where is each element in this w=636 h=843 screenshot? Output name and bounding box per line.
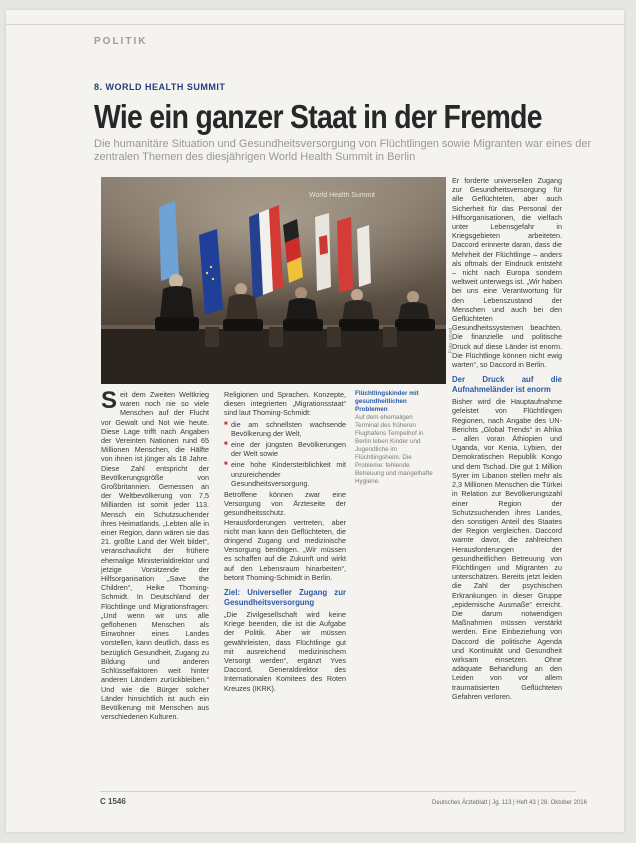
column-4-body: Bisher wird die Hauptaufnahme geleistet von Flüchtlingen Regionen, nach Angabe des UN-Berichts „Global Trends“ in Afrika – allen voran Äthiopien und Uganda, vor Kenia, Lybien, der Demokratischen Republik Kongo und dem Tschad. Die gut 1 Million Syrer im Libanon stellen mehr als 2,3 Millionen Menschen die Türkei in Relation zur Bevölkerungszahl einer Region der Schutzsuchenden ihres Landes, den sonstigen Anteil des Staates der Region vergleichen. Daccord warnte davor, die zahlreichen Herausforderungen der gesundheitlichen Betreuung von Flüchtlingen und Migranten zu unterschätzen. Bereits jetzt leiden die Zahl der psychischen Erkrankungen in dieser Gruppe „epidemische Ausmaße“ erreicht. Die darum notwendigen Maßnahmen müssen verstärkt werden. Eine Einbeziehung von Daccord die politische Agenda und Kontinuität und Gesundheit wirksam einsetzen. Ohne adäquate Behandlung an den Leiden von vor allem traumatisierten Geflüchteten Gefahren verloren. xyxy=(452,397,562,701)
column-2-intro: Religionen und Sprachen. Konzepte, diesen integrierten „Migrationsstaat“ sind laut Thoming-Schmidt: xyxy=(224,390,346,418)
section-label: POLITIK xyxy=(94,36,148,47)
column-1-text: eit dem Zweiten Weltkrieg waren noch nie so viele Menschen auf der Flucht vor Gewalt und Not wie heute. Diese Lage trifft nach Angaben der Vereinten Nationen rund 65 Millionen Menschen, die Hälfte von ihnen ist jünger als 18 Jahre. Diese Zahl entspricht der Bevölkerungsgröße von Großbritannien. Gemessen an der Weltbevölkerung von 7,5 Milliarden ist somit jeder 113. Mensch ein Schutzsuchender ihres Heimatlands. „Lebten alle in einer Region, dann wären sie das 21. größte Land der Welt bildet“, veranschaulicht der frühere ehemalige Ministerialdirektor und jetzige Vorsitzende der Hilfsorganisation „Save the Children“, Heike Thoming-Schmidt. In Deutschland der Flüchtlinge und Migrationsfragen: „Und wenn wir uns alle geflohenen Menschen als Einwohner eines Landes vorstellen, kann deutlich, dass es bezüglich Gesundheit, Zugang zu Bildung und anderen Schlüsselfaktoren weit hinter anderen Ländern zurückbleiben.“ Und wie die Bürger solcher Länder hinsichtlich ist auch ein Bevölkerung mit Menschen aus verschiedenen Kulturen. xyxy=(101,390,209,722)
article-kicker: 8. WORLD HEALTH SUMMIT xyxy=(94,82,226,92)
publication-info: Deutsches Ärzteblatt | Jg. 113 | Heft 43 | 28. Oktober 2016 xyxy=(432,800,587,806)
column-2-body: Betroffene können zwar eine Versorgung von Ärzteseite der gesundheitsschutz. Herausforderungen vertreten, aber nicht man kann den Geflüchteten, die dringend Zugang und medizinische Versorgung benötigen. „Wir müssen es schaffen auf die Zukunft und wirkt auf den Lebensraum hinarbeiten“, betont Thoming-Schmidt in Berlin. xyxy=(224,490,346,582)
text-column-1 xyxy=(101,387,209,722)
stage-banner: World Health Summit xyxy=(309,192,376,199)
column-2-quote: „Die Zivilgesellschaft wird keine Kriege beenden, die ist die Aufgabe der Politik. Aber wir müssen gewährleisten, dass Flüchtlinge gut mit ausreichend medizinischem Versorgt werden“, ergänzt Yves Daccord, Generaldirektor des Internationalen Komitees des Roten Kreuzes (IKRK). xyxy=(224,610,346,693)
column-4-text: Er forderte universellen Zugang zur Gesundheitsversorgung für alle Geflüchteten, aber auch Sicherheit für das Personal der Hilfsorganisationen, die vielfach unter Lebensgefahr in Kriegsgebieten arbeiteten. Daccord erinnerte daran, dass die Mehrheit der Flüchtlinge – anders als oftmals der Eindruck entsteht – nicht nach Europa sondern weltweit unterwegs ist. „Wir haben bei uns eine Verantwortung für den Lebenszustand der Menschen und auch bei den Geflüchteten Gesundheitssystemen beachten. Die finanzielle und politische Druck auf diese Länder ist enorm. Die Flüchtlinge können nicht ewig warten“, so Daccord in Berlin. xyxy=(452,176,562,370)
bullet-item: ■ eine hohe Kindersterblichkeit mit unzureichender Gesundheitsversorgung. xyxy=(224,460,346,488)
dropcap: S xyxy=(101,387,118,414)
article-headline: Wie ein ganzer Staat in der Fremde xyxy=(94,98,542,135)
caption-text: Auf dem ehemaligen Terminal des früheren Flughafens Tempelhof in Berlin leben Kinder und Jugendliche im Flüchtlingsheim. Die Probleme: fehlende Betreuung und mangelhafte Hygiene. xyxy=(355,414,433,485)
article-photo xyxy=(101,177,446,384)
article-lead: Die humanitäre Situation und Gesundheitsversorgung von Flüchtlingen sowie Migranten war eines der zentralen Themen des diesjährigen World Health Summit in Berlin xyxy=(94,138,592,163)
text-column-4 xyxy=(452,176,562,701)
footer-rule xyxy=(100,791,576,792)
subheading: Der Druck auf die Aufnahmeländer ist enorm xyxy=(452,375,562,394)
bullet-item: ■ die am schnellsten wachsende Bevölkerung der Welt, xyxy=(224,420,346,438)
caption-highlight: Flüchtlingskinder mit gesundheitlichen Problemen xyxy=(355,390,419,413)
conference-stage-illustration xyxy=(101,177,446,384)
text-column-2 xyxy=(224,390,346,693)
photo-caption-box xyxy=(355,390,433,486)
top-rule xyxy=(6,24,624,25)
subheading: Ziel: Universeller Zugang zur Gesundheitsversorgung xyxy=(224,588,346,607)
photo-credit: Foto: privat xyxy=(448,327,454,353)
bullet-item: ■ eine der jüngsten Bevölkerungen der Welt sowie xyxy=(224,440,346,458)
page-number: C 1546 xyxy=(100,797,126,806)
